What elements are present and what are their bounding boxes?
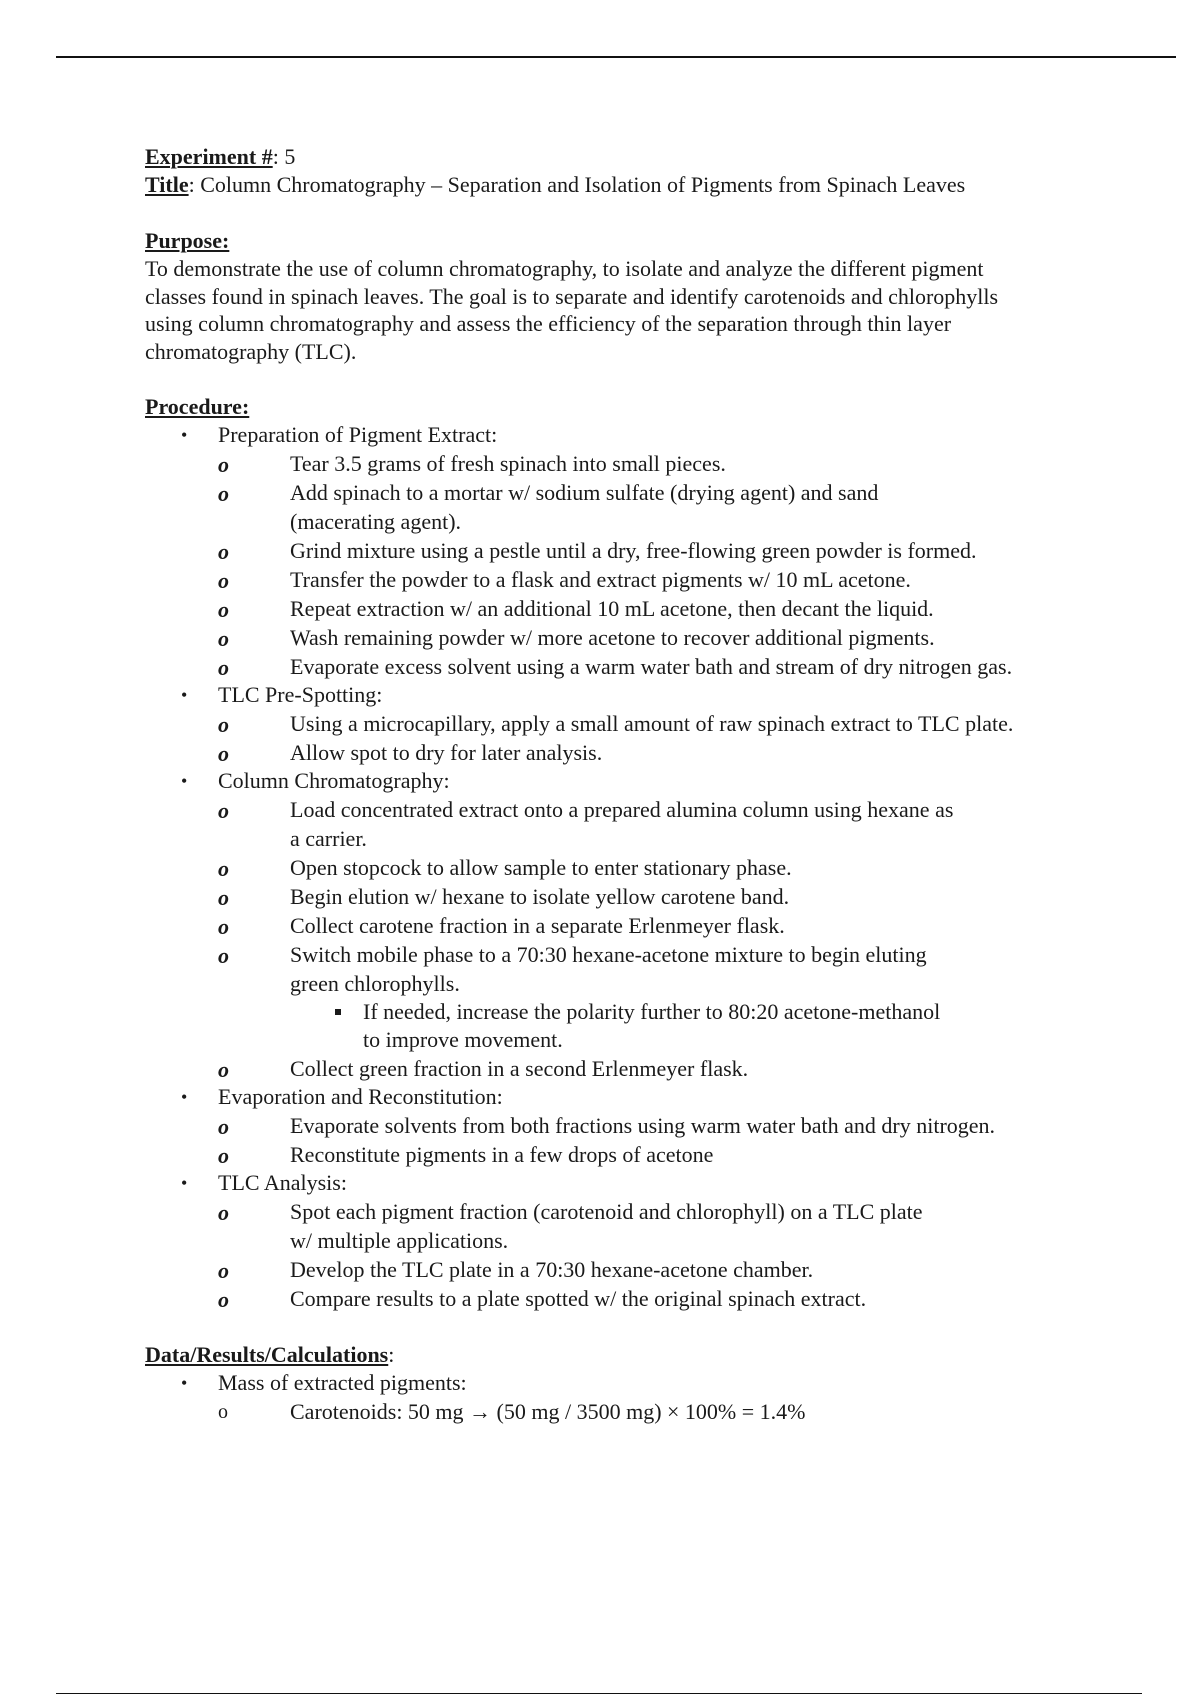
list-item — [218, 1255, 1145, 1284]
item-text: Repeat extraction w/ an additional 10 mL acetone, then decant the liquid. — [290, 596, 934, 621]
hollow-bullet-icon: o — [218, 1057, 229, 1082]
item-text: Wash remaining powder w/ more acetone to recover additional pigments. — [290, 625, 935, 650]
experiment-line — [145, 143, 1145, 171]
bullet-icon: • — [181, 425, 188, 445]
list-item — [145, 1369, 1145, 1426]
results-heading-line — [145, 1341, 1145, 1369]
footer-rule — [56, 1693, 1142, 1694]
results-heading: Data/Results/Calculations — [145, 1342, 389, 1367]
hollow-bullet-icon: o — [218, 1200, 229, 1225]
purpose-heading: Purpose: — [145, 228, 230, 253]
hollow-bullet-icon: o — [218, 1287, 229, 1312]
item-text: w/ multiple applications. — [290, 1228, 509, 1253]
sub-list — [218, 795, 1145, 1083]
item-text: Add spinach to a mortar w/ sodium sulfate (drying agent) and sand — [290, 480, 879, 505]
item-text: Tear 3.5 grams of fresh spinach into small pieces. — [290, 451, 726, 476]
experiment-value: : 5 — [272, 144, 296, 169]
hollow-bullet-icon: o — [218, 1143, 229, 1168]
sub-sub-list — [290, 998, 1145, 1054]
title-value: : Column Chromatography – Separation and Isolation of Pigments from Spinach Leaves — [188, 172, 966, 197]
section-label: Evaporation and Reconstitution: — [218, 1084, 503, 1109]
results-section — [145, 1341, 1145, 1426]
bullet-icon: • — [181, 1373, 188, 1393]
list-item — [218, 738, 1145, 767]
list-item — [290, 998, 1145, 1054]
hollow-bullet-icon: o — [218, 1401, 228, 1423]
item-text: If needed, increase the polarity further to 80:20 acetone-methanol — [363, 999, 941, 1024]
hollow-bullet-icon: o — [218, 626, 229, 651]
results-heading-suffix: : — [388, 1342, 395, 1367]
list-item — [218, 623, 1145, 652]
item-text: Using a microcapillary, apply a small amount of raw spinach extract to TLC plate. — [290, 711, 1014, 736]
list-item — [218, 478, 1145, 536]
list-item — [145, 1083, 1145, 1169]
hollow-bullet-icon: o — [218, 568, 229, 593]
sub-list — [218, 1197, 1145, 1313]
section-label: Column Chromatography: — [218, 768, 450, 793]
list-item — [218, 882, 1145, 911]
hollow-bullet-icon: o — [218, 712, 229, 737]
sub-list — [218, 1397, 1145, 1426]
list-item — [218, 1140, 1145, 1169]
list-item — [218, 853, 1145, 882]
title-label: Title — [145, 172, 189, 197]
hollow-bullet-icon: o — [218, 1114, 229, 1139]
list-item — [218, 709, 1145, 738]
item-text: a carrier. — [290, 826, 367, 851]
section-label: Preparation of Pigment Extract: — [218, 422, 498, 447]
list-item — [218, 1197, 1145, 1255]
bullet-icon: • — [181, 1087, 188, 1107]
list-item — [218, 565, 1145, 594]
list-item — [218, 594, 1145, 623]
purpose-text — [145, 255, 1095, 365]
hollow-bullet-icon: o — [218, 452, 229, 477]
item-text: Switch mobile phase to a 70:30 hexane-acetone mixture to begin eluting — [290, 942, 927, 967]
bullet-icon: • — [181, 1173, 188, 1193]
sub-list — [218, 1111, 1145, 1169]
item-text: Evaporate solvents from both fractions using warm water bath and dry nitrogen. — [290, 1113, 996, 1138]
bullet-icon: • — [181, 771, 188, 791]
item-text: Collect carotene fraction in a separate Erlenmeyer flask. — [290, 913, 785, 938]
list-item — [218, 1111, 1145, 1140]
list-item — [218, 911, 1145, 940]
item-text: to improve movement. — [363, 1027, 563, 1052]
square-bullet-icon — [335, 1009, 341, 1015]
item-text: Transfer the powder to a flask and extract pigments w/ 10 mL acetone. — [290, 567, 911, 592]
list-item — [218, 652, 1145, 681]
purpose-line: classes found in spinach leaves. The goal is to separate and identify carotenoids and chlorophylls — [145, 283, 999, 309]
list-item — [218, 1397, 1145, 1426]
list-item — [218, 1284, 1145, 1313]
procedure-list — [145, 421, 1145, 1313]
item-text: Compare results to a plate spotted w/ the original spinach extract. — [290, 1286, 867, 1311]
hollow-bullet-icon: o — [218, 741, 229, 766]
item-text: Grind mixture using a pestle until a dry, free-flowing green powder is formed. — [290, 538, 977, 563]
experiment-label: Experiment # — [145, 144, 273, 169]
hollow-bullet-icon: o — [218, 481, 229, 506]
hollow-bullet-icon: o — [218, 1258, 229, 1283]
hollow-bullet-icon: o — [218, 885, 229, 910]
item-text: Develop the TLC plate in a 70:30 hexane-acetone chamber. — [290, 1257, 814, 1282]
sub-list — [218, 449, 1145, 681]
title-line — [145, 171, 1145, 199]
purpose-line: To demonstrate the use of column chromatography, to isolate and analyze the different pigment — [145, 256, 984, 281]
item-text: Spot each pigment fraction (carotenoid and chlorophyll) on a TLC plate — [290, 1199, 923, 1224]
item-text: Load concentrated extract onto a prepared alumina column using hexane as — [290, 797, 954, 822]
list-item — [218, 449, 1145, 478]
list-item — [218, 940, 1145, 1054]
hollow-bullet-icon: o — [218, 798, 229, 823]
purpose-line: chromatography (TLC). — [145, 338, 357, 364]
hollow-bullet-icon: o — [218, 539, 229, 564]
hollow-bullet-icon: o — [218, 856, 229, 881]
item-text: Reconstitute pigments in a few drops of acetone — [290, 1142, 714, 1167]
item-text: Carotenoids: 50 mg → (50 mg / 3500 mg) × 100% = 1.4% — [290, 1399, 806, 1424]
section-label: Mass of extracted pigments: — [218, 1370, 467, 1395]
results-list — [145, 1369, 1145, 1426]
hollow-bullet-icon: o — [218, 597, 229, 622]
item-text: Evaporate excess solvent using a warm water bath and stream of dry nitrogen gas. — [290, 654, 1013, 679]
list-item — [218, 1054, 1145, 1083]
document-page — [145, 143, 1145, 1426]
list-item — [145, 681, 1145, 767]
list-item — [145, 767, 1145, 1083]
hollow-bullet-icon: o — [218, 914, 229, 939]
item-text: Open stopcock to allow sample to enter stationary phase. — [290, 855, 792, 880]
purpose-line: using column chromatography and assess the efficiency of the separation through thin layer — [145, 311, 952, 336]
list-item — [145, 1169, 1145, 1313]
list-item — [218, 536, 1145, 565]
item-text: Allow spot to dry for later analysis. — [290, 740, 603, 765]
purpose-section — [145, 227, 1145, 365]
section-label: TLC Analysis: — [218, 1170, 347, 1195]
procedure-section — [145, 393, 1145, 1313]
header-rule — [56, 56, 1176, 58]
item-text: Begin elution w/ hexane to isolate yellow carotene band. — [290, 884, 790, 909]
bullet-icon: • — [181, 685, 188, 705]
list-item — [218, 795, 1145, 853]
item-text: (macerating agent). — [290, 509, 462, 534]
item-text: green chlorophylls. — [290, 971, 460, 996]
sub-list — [218, 709, 1145, 767]
list-item — [145, 421, 1145, 681]
section-label: TLC Pre-Spotting: — [218, 682, 383, 707]
procedure-heading: Procedure: — [145, 394, 250, 419]
item-text: Collect green fraction in a second Erlenmeyer flask. — [290, 1056, 749, 1081]
hollow-bullet-icon: o — [218, 655, 229, 680]
hollow-bullet-icon: o — [218, 943, 229, 968]
